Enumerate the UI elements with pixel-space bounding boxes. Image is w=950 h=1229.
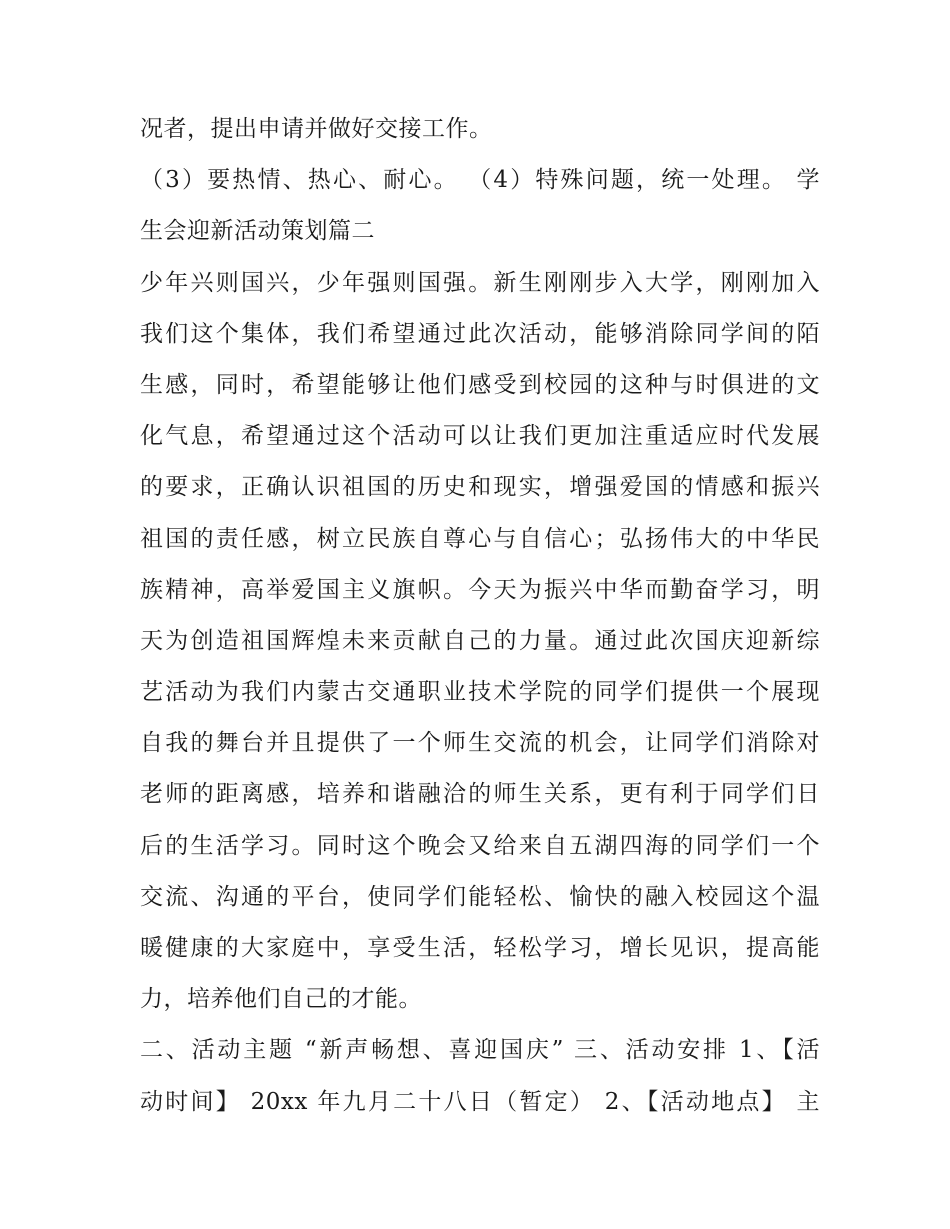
text-line-15: 后的生活学习。同时这个晚会又给来自五湖四海的同学们一个 xyxy=(140,832,820,859)
text-line-10: 族精神，高举爱国主义旗帜。今天为振兴中华而勤奋学习，明 xyxy=(140,576,820,603)
text-line-6: 生感，同时，希望能够让他们感受到校园的这种与时俱进的文 xyxy=(140,371,820,398)
text-line-9: 祖国的责任感，树立民族自尊心与自信心；弘扬伟大的中华民 xyxy=(140,525,820,552)
text-line-2: （3）要热情、热心、耐心。 （4）特殊问题，统一处理。 学 xyxy=(140,167,820,194)
document-body xyxy=(140,104,820,1128)
text-line-1: 况者，提出申请并做好交接工作。 xyxy=(140,116,493,142)
text-line-18: 力，培养他们自己的才能。 xyxy=(140,986,422,1013)
text-line-7: 化气息，希望通过这个活动可以让我们更加注重适应时代发展 xyxy=(140,423,820,450)
text-line-14: 老师的距离感，培养和谐融洽的师生关系，更有利于同学们日 xyxy=(140,781,820,808)
text-line-20: 动时间】 20xx 年九月二十八日（暂定） 2、【活动地点】 主 xyxy=(140,1088,820,1115)
text-line-8: 的要求，正确认识祖国的历史和现实，增强爱国的情感和振兴 xyxy=(140,474,820,501)
text-line-5: 我们这个集体，我们希望通过此次活动，能够消除同学间的陌 xyxy=(140,320,820,347)
text-line-13: 自我的舞台并且提供了一个师生交流的机会，让同学们消除对 xyxy=(140,730,820,757)
text-line-19: 二、活动主题 “新声畅想、喜迎国庆” 三、活动安排 1、【活 xyxy=(140,1037,820,1064)
text-line-4: 少年兴则国兴，少年强则国强。新生刚刚步入大学，刚刚加入 xyxy=(140,269,820,296)
text-line-17: 暖健康的大家庭中，享受生活，轻松学习，增长见识，提高能 xyxy=(140,935,820,961)
text-line-16: 交流、沟通的平台，使同学们能轻松、愉快的融入校园这个温 xyxy=(140,883,820,910)
text-line-3: 生会迎新活动策划篇二 xyxy=(140,218,375,245)
text-line-11: 天为创造祖国辉煌未来贡献自己的力量。通过此次国庆迎新综 xyxy=(140,627,820,654)
text-line-12: 艺活动为我们内蒙古交通职业技术学院的同学们提供一个展现 xyxy=(140,679,820,706)
